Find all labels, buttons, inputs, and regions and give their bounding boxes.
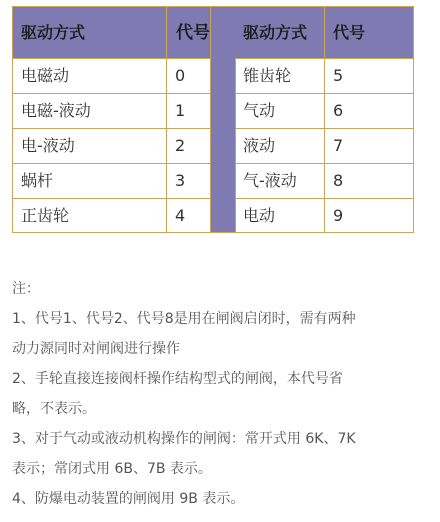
right-row-2-mode: 气动 xyxy=(235,94,325,129)
right-row-1-code: 5 xyxy=(325,59,413,94)
left-row-3-code: 2 xyxy=(167,129,211,164)
right-row-1-mode: 锥齿轮 xyxy=(235,59,325,94)
left-row-4-code: 3 xyxy=(167,164,211,199)
table-divider xyxy=(211,7,236,232)
notes-title: 注： xyxy=(12,281,40,297)
note-line: 动力源同时对闸阀进行操作 xyxy=(12,341,180,357)
right-row-3-code: 7 xyxy=(325,129,413,164)
notes-section xyxy=(12,274,422,514)
left-row-5-mode: 正齿轮 xyxy=(13,199,167,232)
left-row-5-code: 4 xyxy=(167,199,211,232)
right-row-4-mode: 气-液动 xyxy=(235,164,325,199)
left-row-1-mode: 电磁动 xyxy=(13,59,167,94)
header-right-mode: 驱动方式 xyxy=(235,7,325,59)
header-right-code: 代号 xyxy=(325,7,413,59)
note-line: 1、代号1、代号2、代号8是用在闸阀启闭时，需有两种 xyxy=(12,311,356,327)
right-row-3-mode: 液动 xyxy=(235,129,325,164)
left-row-4-mode: 蜗杆 xyxy=(13,164,167,199)
note-line: 略，不表示。 xyxy=(12,401,96,417)
left-row-2-mode: 电磁-液动 xyxy=(13,94,167,129)
drive-mode-table xyxy=(12,6,414,233)
right-row-5-code: 9 xyxy=(333,205,344,225)
header-left-mode: 驱动方式 xyxy=(13,7,167,59)
note-line: 2、手轮直接连接阀杆操作结构型式的闸阀，本代号省 xyxy=(12,371,343,387)
left-row-1-code: 0 xyxy=(167,59,211,94)
header-left-code: 代号 xyxy=(167,7,211,59)
note-line: 3、对于气动或液动机构操作的闸阀：常开式用 6K、7K xyxy=(12,431,356,447)
note-line: 表示；常闭式用 6B、7B 表示。 xyxy=(12,461,212,477)
left-row-2-code: 1 xyxy=(167,94,211,129)
note-line: 4、防爆电动装置的闸阀用 9B 表示。 xyxy=(12,491,245,507)
right-row-2-code: 6 xyxy=(325,94,413,129)
left-row-3-mode: 电-液动 xyxy=(13,129,167,164)
right-row-5-mode: 电动 xyxy=(235,199,325,232)
right-row-4-code: 8 xyxy=(325,164,413,199)
